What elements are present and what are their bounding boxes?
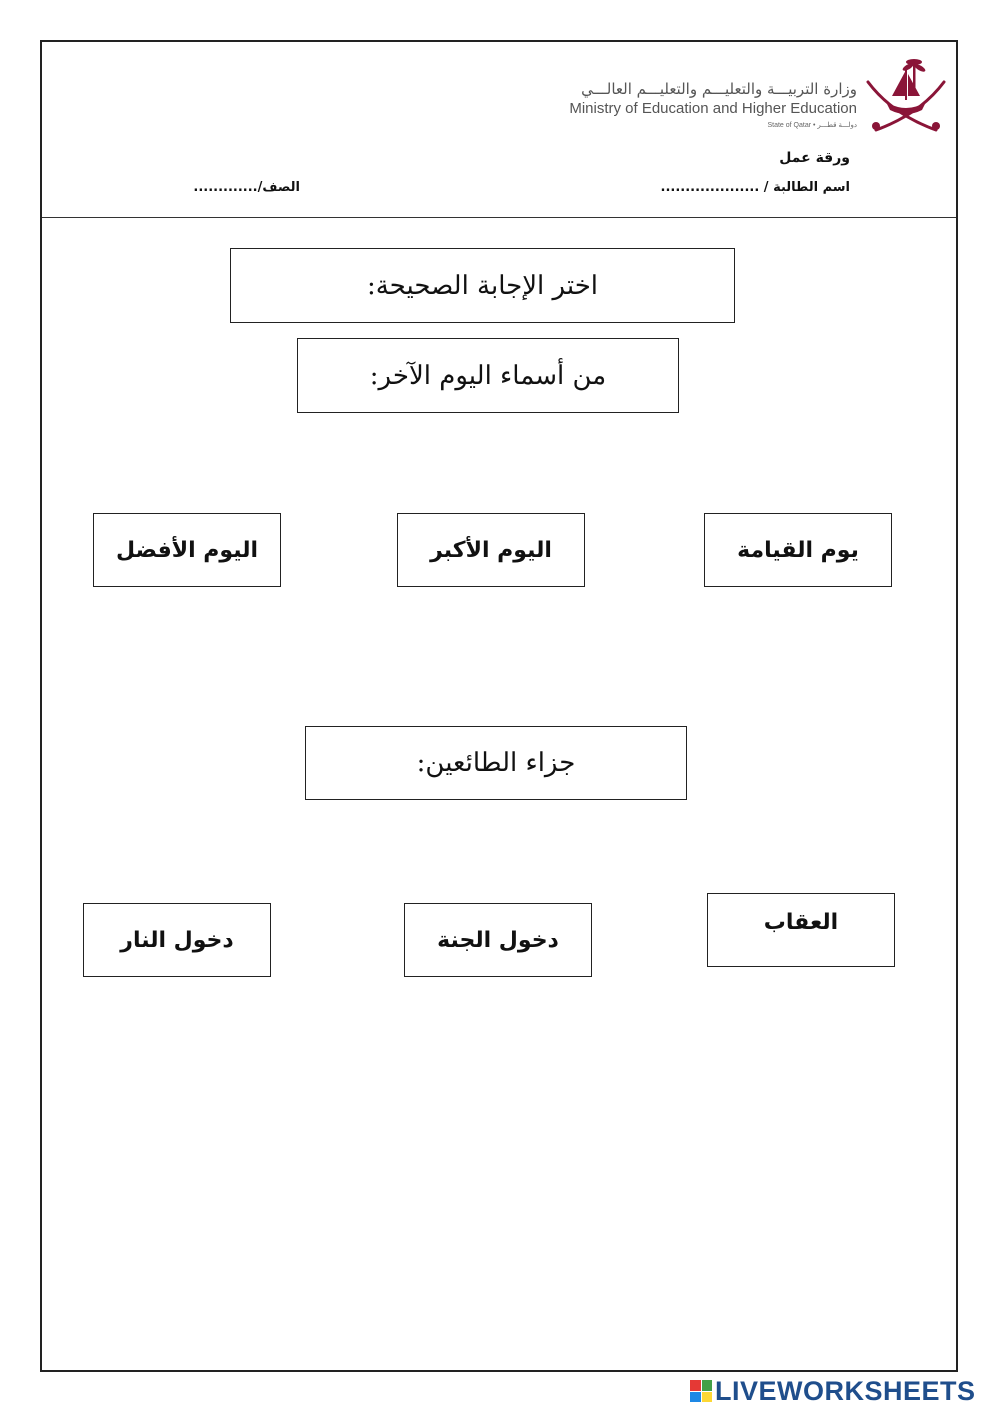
header-divider <box>42 217 956 218</box>
q1-option-1[interactable]: يوم القيامة <box>704 513 892 587</box>
liveworksheets-icon <box>690 1380 712 1402</box>
qatar-emblem-icon <box>862 54 950 136</box>
q2-option-1[interactable]: العقاب <box>707 893 895 967</box>
q1-option-2[interactable]: اليوم الأكبر <box>397 513 585 587</box>
worksheet-frame <box>40 40 958 1372</box>
q2-option-3[interactable]: دخول النار <box>83 903 271 977</box>
worksheet-title: ورقة عمل <box>779 150 850 166</box>
q2-option-2[interactable]: دخول الجنة <box>404 903 592 977</box>
state-label: State of Qatar • دولـــة قطـــر <box>767 122 857 129</box>
question-2-prompt: جزاء الطائعين: <box>305 726 687 800</box>
student-name-field[interactable]: اسم الطالبة / .................... <box>660 180 850 195</box>
liveworksheets-logo <box>690 1376 976 1406</box>
q1-option-3[interactable]: اليوم الأفضل <box>93 513 281 587</box>
grade-field[interactable]: الصف/............. <box>193 180 300 195</box>
instruction-heading: اختر الإجابة الصحيحة: <box>230 248 735 323</box>
ministry-name-arabic: وزارة التربيـــة والتعليـــم والتعليـــم العالـــي <box>581 80 857 98</box>
question-1-prompt: من أسماء اليوم الآخر: <box>297 338 679 413</box>
brand-name: LIVEWORKSHEETS <box>715 1375 976 1406</box>
ministry-name-english: Ministry of Education and Higher Education <box>569 100 857 117</box>
